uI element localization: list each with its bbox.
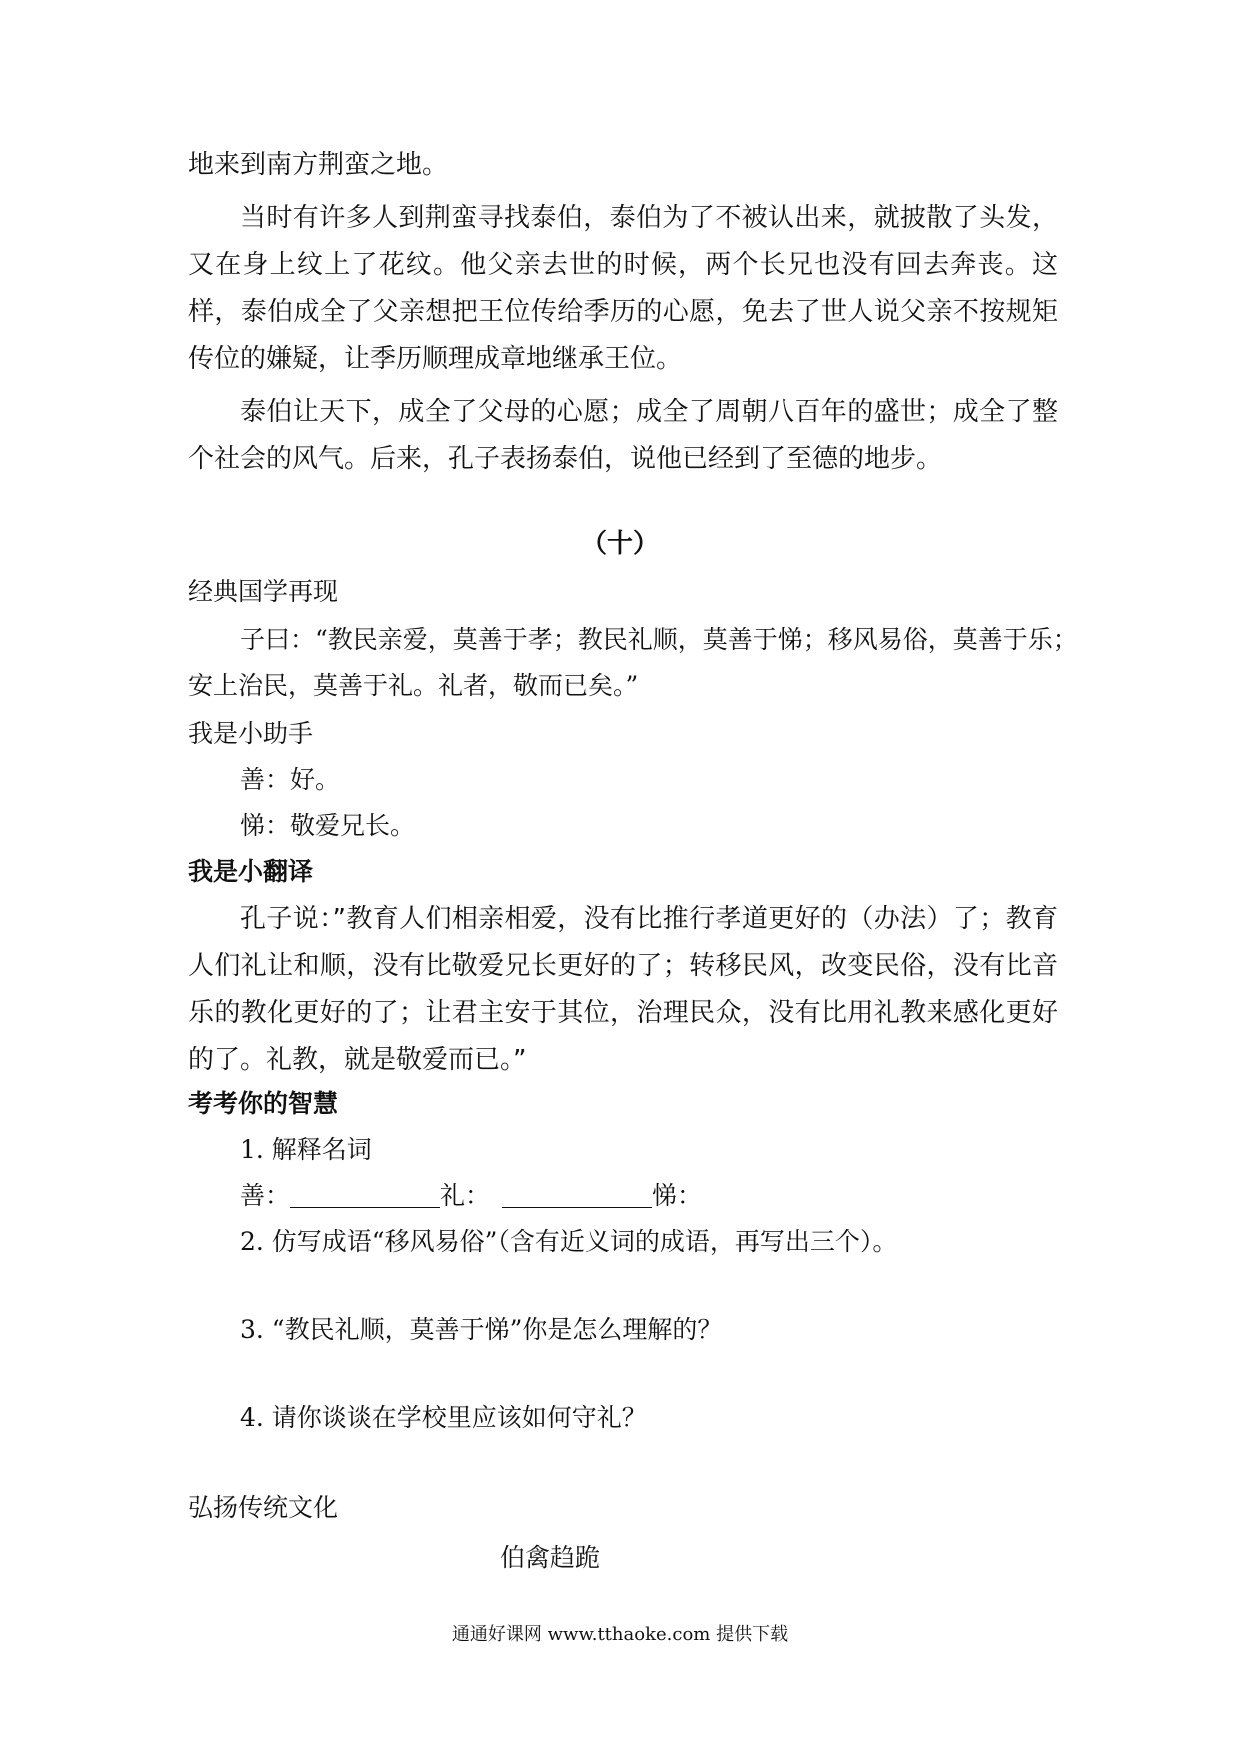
culture-heading: 弘扬传统文化: [188, 1493, 339, 1522]
blank-label-li: 礼：: [440, 1181, 491, 1210]
blank-label-ti: 悌：: [652, 1181, 703, 1210]
question-3: 3. “教民礼顺，莫善于悌”你是怎么理解的？: [240, 1315, 723, 1344]
helper-heading: 我是小助手: [188, 719, 314, 748]
question-2: 2. 仿写成语“移风易俗”（含有近义词的成语，再写出三个）。: [240, 1227, 898, 1256]
blank-label-shan: 善：: [240, 1181, 291, 1210]
section-title: （十）: [580, 529, 659, 559]
answer-blank-shan[interactable]: [290, 1183, 440, 1208]
answer-blank-li[interactable]: [502, 1183, 652, 1208]
translate-heading: 我是小翻译: [188, 857, 314, 886]
story-paragraph-3: 泰伯让天下，成全了父母的心愿；成全了周朝八百年的盛世；成全了整个社会的风气。后来，孔子表扬泰伯，说他已经到了至德的地步。: [188, 397, 1058, 474]
question-1-blanks: [240, 1178, 702, 1214]
translation-block: [188, 896, 1058, 1084]
story-continuation: [188, 142, 1058, 483]
helper-item-shan: 善：好。: [240, 765, 341, 794]
translation-text: 孔子说：”教育人们相亲相爱，没有比推行孝道更好的（办法）了；教育人们礼让和顺，没有比敬爱兄长更好的了；转移民风，改变民俗，没有比音乐的教化更好的了；让君主安于其位，治理民众，没有比用礼教来感化更好的了。礼教，就是敬爱而已。”: [188, 904, 1058, 1075]
classic-quote-line-1: 子曰：“教民亲爱，莫善于孝；教民礼顺，莫善于悌；移风易俗，莫善于乐；: [240, 625, 1078, 654]
download-footer: 通通好课网 www.tthaoke.com 提供下载: [451, 1624, 789, 1645]
classic-heading: 经典国学再现: [188, 577, 339, 606]
story-title: 伯禽趋跪: [500, 1543, 601, 1572]
quiz-heading: 考考你的智慧: [188, 1089, 339, 1118]
story-paragraph-1: 地来到南方荆蛮之地。: [188, 150, 449, 180]
helper-item-ti: 悌：敬爱兄长。: [240, 811, 416, 840]
question-1: 1. 解释名词: [240, 1135, 372, 1164]
classic-quote-line-2: 安上治民，莫善于礼。礼者，敬而已矣。”: [188, 671, 639, 700]
question-4: 4. 请你谈谈在学校里应该如何守礼？: [240, 1403, 647, 1432]
story-paragraph-2: 当时有许多人到荆蛮寻找泰伯，泰伯为了不被认出来，就披散了头发，又在身上纹上了花纹。他父亲去世的时候，两个长兄也没有回去奔丧。这样，泰伯成全了父亲想把王位传给季历的心愿，免去了世人说父亲不按规矩传位的嫌疑，让季历顺理成章地继承王位。: [188, 203, 1058, 374]
